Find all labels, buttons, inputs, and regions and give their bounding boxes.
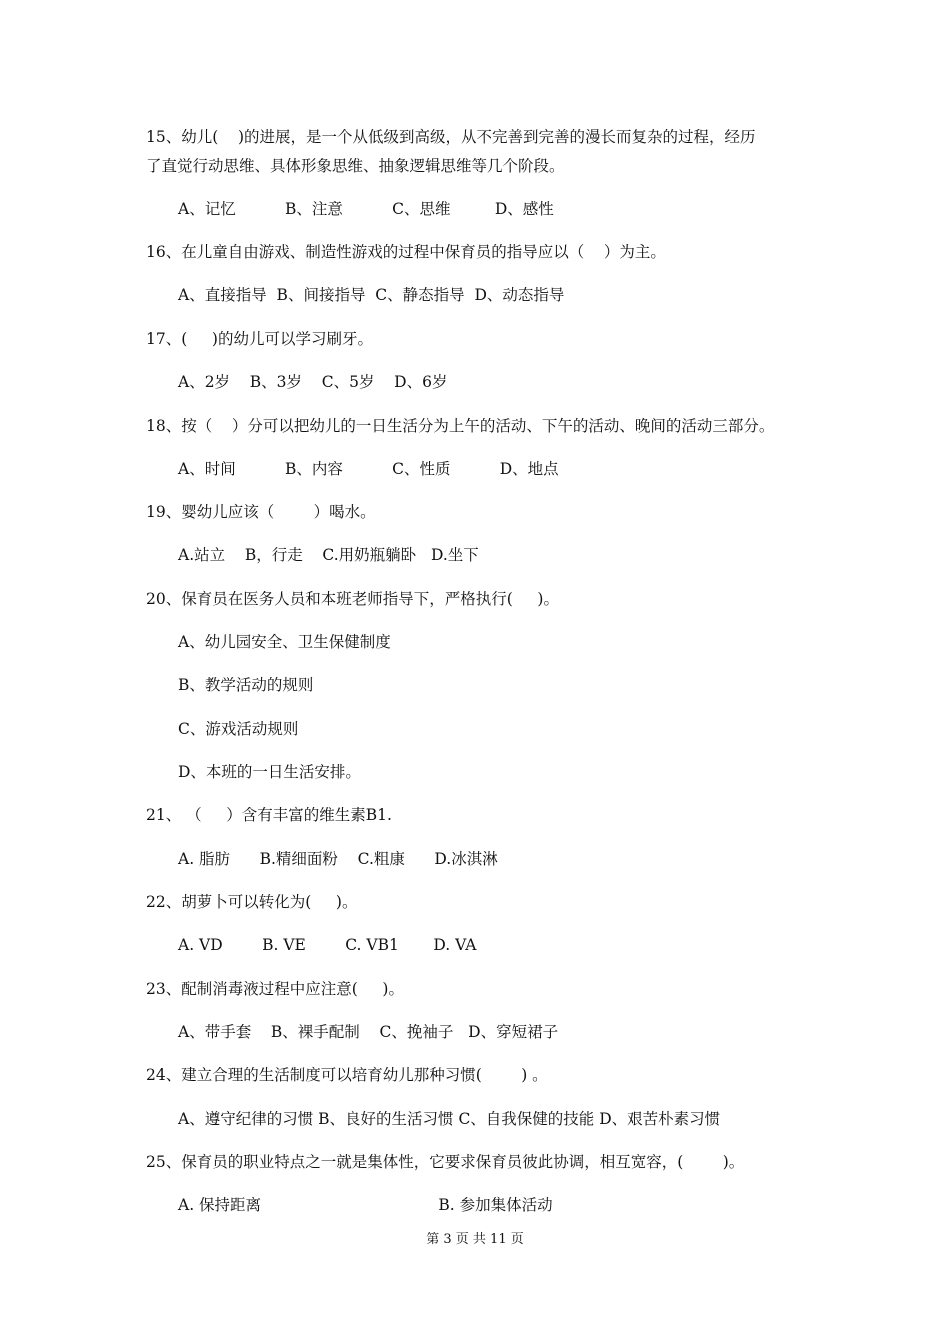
question-15-options: A、记忆 B、注意 C、思维 D、感性 <box>178 200 554 218</box>
question-21-options: A. 脂肪 B.精细面粉 C.粗康 D.冰淇淋 <box>178 850 498 868</box>
question-23-stem: 23、配制消毒液过程中应注意( )。 <box>146 980 404 998</box>
question-25-stem: 25、保育员的职业特点之一就是集体性，它要求保育员彼此协调，相互宽容，( )。 <box>146 1153 745 1171</box>
question-18-stem: 18、按（ ）分可以把幼儿的一日生活分为上午的活动、下午的活动、晚间的活动三部分。 <box>146 417 775 435</box>
question-16-options: A、直接指导 B、间接指导 C、静态指导 D、动态指导 <box>178 286 565 304</box>
page-footer: 第 3 页 共 11 页 <box>426 1232 524 1247</box>
question-23-options: A、带手套 B、裸手配制 C、挽袖子 D、穿短裙子 <box>178 1023 559 1041</box>
question-25-options: A. 保持距离 B. 参加集体活动 <box>178 1196 553 1214</box>
question-20-stem: 20、保育员在医务人员和本班老师指导下，严格执行( )。 <box>146 590 559 608</box>
question-24-options: A、遵守纪律的习惯 B、良好的生活习惯 C、自我保健的技能 D、艰苦朴素习惯 <box>178 1110 721 1128</box>
question-20-option-a: A、幼儿园安全、卫生保健制度 <box>178 633 391 651</box>
question-20-option-d: D、本班的一日生活安排。 <box>178 763 361 781</box>
question-19-stem: 19、婴幼儿应该（ ）喝水。 <box>146 503 376 521</box>
question-17-options: A、2岁 B、3岁 C、5岁 D、6岁 <box>178 373 448 391</box>
question-21-stem: 21、 （ ）含有丰富的维生素B1. <box>146 806 392 824</box>
question-20-option-b: B、教学活动的规则 <box>178 676 314 694</box>
question-17-stem: 17、( )的幼儿可以学习刷牙。 <box>146 330 373 348</box>
question-19-options: A.站立 B，行走 C.用奶瓶躺卧 D.坐下 <box>178 546 479 564</box>
question-16-stem: 16、在儿童自由游戏、制造性游戏的过程中保育员的指导应以（ ）为主。 <box>146 243 666 261</box>
question-15-stem-line-2: 了直觉行动思维、具体形象思维、抽象逻辑思维等几个阶段。 <box>146 157 565 175</box>
question-22-options: A. VD B. VE C. VB1 D. VA <box>178 936 477 954</box>
question-20-option-c: C、游戏活动规则 <box>178 720 299 738</box>
question-22-stem: 22、胡萝卜可以转化为( )。 <box>146 893 358 911</box>
question-15-stem-line-1: 15、幼儿( )的进展，是一个从低级到高级，从不完善到完善的漫长而复杂的过程，经历 <box>146 128 756 146</box>
question-24-stem: 24、建立合理的生活制度可以培育幼儿那种习惯( ) 。 <box>146 1066 548 1084</box>
question-18-options: A、时间 B、内容 C、性质 D、地点 <box>178 460 559 478</box>
